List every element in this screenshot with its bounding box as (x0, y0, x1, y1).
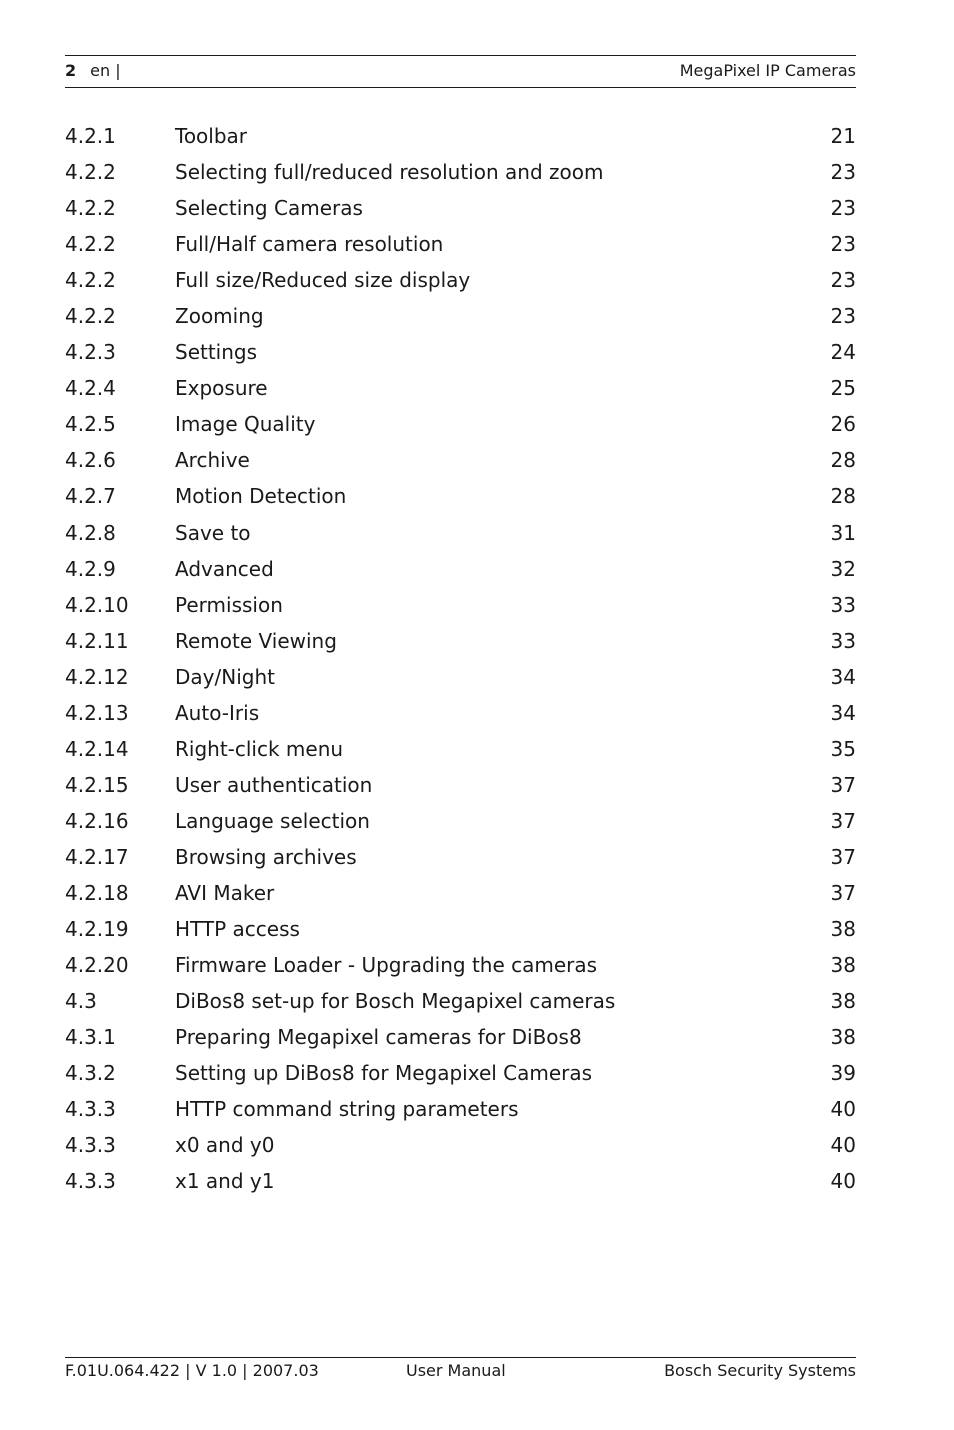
toc-page-number: 23 (830, 232, 856, 257)
toc-page-number: 37 (830, 772, 856, 797)
toc-entry[interactable] (65, 1055, 856, 1091)
toc-section-title: Save to (175, 520, 251, 545)
toc-page-number: 23 (830, 304, 856, 329)
language-label: en | (90, 61, 121, 80)
toc-page-number: 38 (830, 989, 856, 1014)
toc-page-number: 28 (830, 448, 856, 473)
toc-section-title: Selecting Cameras (175, 196, 363, 221)
toc-page-number: 23 (830, 196, 856, 221)
toc-section-title: Archive (175, 448, 250, 473)
toc-section-number: 4.2.3 (65, 340, 116, 365)
toc-page-number: 37 (830, 880, 856, 905)
toc-section-title: Motion Detection (175, 484, 347, 509)
toc-section-number: 4.2.8 (65, 520, 116, 545)
toc-section-number: 4.2.14 (65, 736, 129, 761)
toc-section-number: 4.2.2 (65, 268, 116, 293)
document-type: User Manual (406, 1361, 506, 1380)
toc-section-number: 4.2.1 (65, 124, 116, 148)
toc-page-number: 23 (830, 268, 856, 293)
toc-section-number: 4.3.3 (65, 1169, 116, 1194)
toc-section-number: 4.2.19 (65, 917, 129, 942)
toc-page-number: 38 (830, 953, 856, 978)
toc-section-title: Setting up DiBos8 for Megapixel Cameras (175, 1061, 593, 1086)
toc-entry[interactable] (65, 370, 856, 406)
toc-page-number: 28 (830, 484, 856, 509)
toc-section-title: Permission (175, 592, 283, 617)
toc-page-number: 32 (830, 556, 856, 581)
toc-page-number: 40 (830, 1097, 856, 1122)
toc-section-number: 4.3.1 (65, 1025, 116, 1050)
toc-page-number: 37 (830, 808, 856, 833)
toc-page-number: 31 (830, 520, 856, 545)
toc-section-number: 4.2.5 (65, 412, 116, 437)
toc-section-title: DiBos8 set-up for Bosch Megapixel cameras (175, 989, 616, 1014)
toc-section-title: Language selection (175, 808, 370, 833)
toc-page-number: 37 (830, 844, 856, 869)
toc-entry[interactable] (65, 406, 856, 442)
toc-section-number: 4.3.3 (65, 1097, 116, 1122)
toc-section-title: Firmware Loader - Upgrading the cameras (175, 953, 598, 978)
toc-section-title: x1 and y1 (175, 1169, 275, 1194)
toc-section-number: 4.2.13 (65, 700, 129, 725)
toc-section-title: Toolbar (175, 124, 248, 148)
toc-section-title: HTTP access (175, 917, 300, 942)
toc-section-title: Right-click menu (175, 736, 344, 761)
toc-section-number: 4.2.10 (65, 592, 129, 617)
toc-section-title: Browsing archives (175, 844, 357, 869)
toc-entry[interactable] (65, 839, 856, 875)
toc-entry[interactable] (65, 334, 856, 370)
toc-section-number: 4.2.12 (65, 664, 129, 689)
toc-section-title: AVI Maker (175, 880, 275, 905)
toc-entry[interactable] (65, 623, 856, 659)
toc-section-title: Settings (175, 340, 258, 365)
toc-section-number: 4.2.2 (65, 304, 116, 329)
header-top-rule (65, 55, 856, 56)
toc-entry[interactable] (65, 731, 856, 767)
toc-section-number: 4.2.20 (65, 953, 129, 978)
toc-entry[interactable] (65, 587, 856, 623)
toc-entry[interactable] (65, 1127, 856, 1163)
page-number: 2 (65, 61, 77, 80)
toc-section-title: Image Quality (175, 412, 316, 437)
toc-page-number: 25 (830, 376, 856, 401)
toc-entry[interactable] (65, 803, 856, 839)
document-title: MegaPixel IP Cameras (679, 61, 856, 80)
toc-page-number: 33 (830, 628, 856, 653)
toc-section-number: 4.2.2 (65, 196, 116, 221)
toc-entry[interactable] (65, 1091, 856, 1127)
toc-section-title: Zooming (175, 304, 264, 329)
toc-entry[interactable] (65, 875, 856, 911)
toc-entry[interactable] (65, 911, 856, 947)
toc-entry[interactable] (65, 190, 856, 226)
toc-entry[interactable] (65, 1163, 856, 1199)
toc-entry[interactable] (65, 551, 856, 587)
footer-rule (65, 1357, 856, 1358)
toc-entry[interactable] (65, 154, 856, 190)
toc-section-title: Remote Viewing (175, 628, 337, 653)
toc-page-number: 38 (830, 1025, 856, 1050)
toc-page-number: 24 (830, 340, 856, 365)
toc-entry[interactable] (65, 118, 856, 154)
toc-entry[interactable] (65, 478, 856, 514)
toc-page-number: 34 (830, 700, 856, 725)
toc-section-title: Full size/Reduced size display (175, 268, 471, 293)
toc-section-number: 4.2.11 (65, 628, 129, 653)
toc-section-title: Day/Night (175, 664, 275, 689)
toc-page-number: 33 (830, 592, 856, 617)
toc-section-number: 4.2.2 (65, 232, 116, 257)
toc-section-title: Selecting full/reduced resolution and zoom (175, 160, 604, 185)
toc-section-title: Auto-Iris (175, 700, 260, 725)
page-footer (65, 1360, 856, 1382)
toc-section-number: 4.2.17 (65, 844, 129, 869)
toc-entry[interactable] (65, 695, 856, 731)
toc-entry[interactable] (65, 1019, 856, 1055)
toc-entry[interactable] (65, 262, 856, 298)
toc-entry[interactable] (65, 226, 856, 262)
toc-section-title: User authentication (175, 772, 373, 797)
toc-entry[interactable] (65, 983, 856, 1019)
toc-section-number: 4.2.18 (65, 880, 129, 905)
toc-section-number: 4.2.2 (65, 160, 116, 185)
toc-section-number: 4.2.6 (65, 448, 116, 473)
toc-section-number: 4.2.16 (65, 808, 129, 833)
toc-section-number: 4.2.4 (65, 376, 116, 401)
toc-entry[interactable] (65, 659, 856, 695)
toc-section-number: 4.2.7 (65, 484, 116, 509)
toc-page-number: 39 (830, 1061, 856, 1086)
toc-entry[interactable] (65, 947, 856, 983)
toc-page-number: 35 (830, 736, 856, 761)
toc-section-number: 4.2.9 (65, 556, 116, 581)
toc-section-number: 4.3 (65, 989, 97, 1014)
toc-page-number: 40 (830, 1133, 856, 1158)
toc-section-title: HTTP command string parameters (175, 1097, 519, 1122)
document-id: F.01U.064.422 | V 1.0 | 2007.03 (65, 1361, 319, 1380)
toc-section-title: Preparing Megapixel cameras for DiBos8 (175, 1025, 582, 1050)
toc-section-title: Full/Half camera resolution (175, 232, 444, 257)
table-of-contents (65, 118, 856, 1199)
toc-page-number: 23 (830, 160, 856, 185)
toc-page-number: 26 (830, 412, 856, 437)
toc-page-number: 34 (830, 664, 856, 689)
toc-section-number: 4.3.2 (65, 1061, 116, 1086)
toc-section-title: Advanced (175, 556, 274, 581)
toc-section-title: x0 and y0 (175, 1133, 275, 1158)
toc-entry[interactable] (65, 298, 856, 334)
header-left (65, 60, 121, 82)
toc-section-number: 4.2.15 (65, 772, 129, 797)
company-name: Bosch Security Systems (664, 1361, 856, 1380)
toc-section-number: 4.3.3 (65, 1133, 116, 1158)
toc-section-title: Exposure (175, 376, 268, 401)
header-bottom-rule (65, 87, 856, 88)
toc-entry[interactable] (65, 442, 856, 478)
toc-entry[interactable] (65, 767, 856, 803)
toc-page-number: 40 (830, 1169, 856, 1194)
toc-page-number: 38 (830, 917, 856, 942)
page-header (65, 60, 856, 82)
toc-page-number: 21 (830, 124, 856, 148)
toc-entry[interactable] (65, 515, 856, 551)
